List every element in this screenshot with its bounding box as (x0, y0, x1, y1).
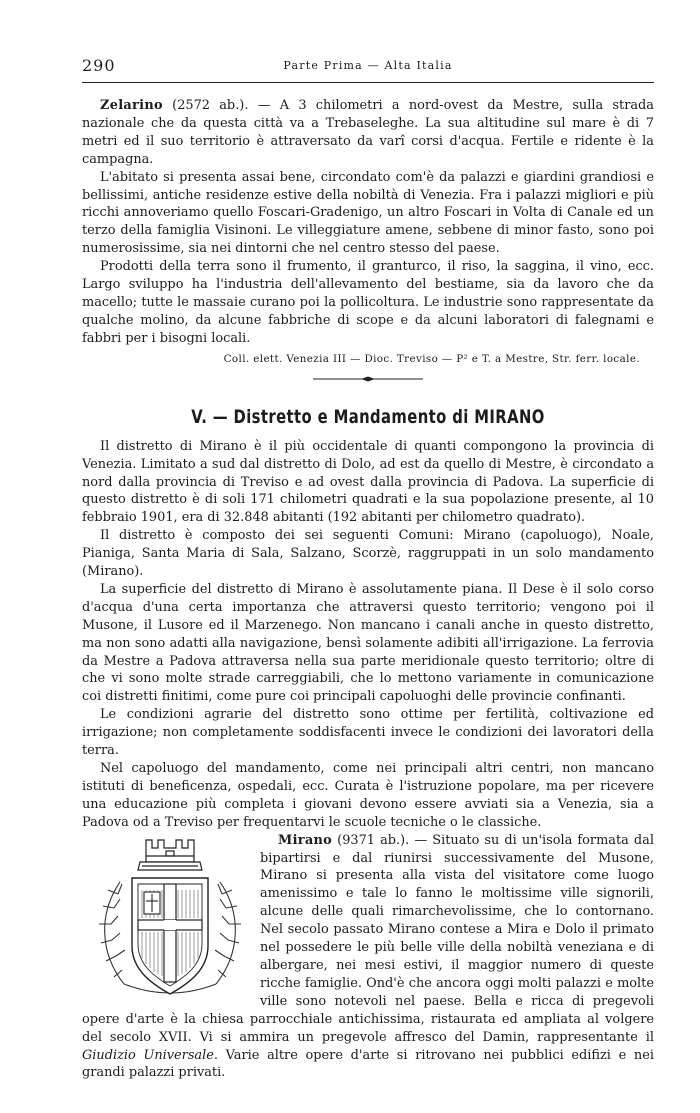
district-paragraph-3: La superficie del distretto di Mirano è assolutamente piana. Il Dese è il solo corso d'acqua d'una certa importanza che attraversi questo territorio; vengono poi il Musone, il Lusore ed il Marzenego. Non mancano i canali anche in questo distretto, ma non sono adatti alla navigazione, bensì solamente adibiti all'irrigazione. La ferrovia da Mestre a Padova attraversa nella sua parte meridionale questo territorio; oltre di che vi sono molte strade carreggiabili, che lo mettono variamente in comunicazione coi distretti finitimi, come pure coi principali capoluoghi delle provincie confinanti. (82, 581, 654, 705)
mirano-coat-of-arms-icon (90, 834, 250, 1004)
mirano-text: (9371 ab.). — Situato su di un'isola formata dal bipartirsi e dal riunirsi successivamente del Musone, Mirano si presenta alla vista del visitatore come luogo amenissimo e tale lo fanno le moltissime ville signorili, alcune delle quali rimarchevolissime, che lo contornano. Nel secolo passato Mirano contese a Mira e Dolo il primato nel possedere le più belle ville della nobiltà veneziana e di albergare, nei mesi estivi, il maggior numero di queste ricche famiglie. Ond'è che ancora oggi molti palazzi e molte ville sono notevoli nel paese. Bella e ricca di pregevoli opere d'arte è la chiesa parrocchiale antichissima, ristaurata ed ampliata al volgere del secolo XVII. Vi si ammira un pregevole affresco del Damin, rappresentante il (82, 832, 654, 1045)
header-rule (82, 82, 654, 83)
zelarino-note: Coll. elett. Venezia III — Dioc. Treviso — P² e T. a Mestre, Str. ferr. locale. (223, 352, 640, 365)
district-paragraph-4: Le condizioni agrarie del distretto sono ottime per fertilità, coltivazione ed irrigazione; non completamente soddisfacenti invece le condizioni dei lavoratori della terra. (82, 707, 654, 759)
running-head (82, 52, 654, 76)
ornamental-rule-icon (313, 376, 423, 382)
page (82, 52, 654, 1082)
page-number: 290 (82, 56, 116, 75)
zelarino-paragraph-3: Prodotti della terra sono il frumento, il granturco, il riso, la saggina, il vino, ecc. Largo sviluppo ha l'industria dell'allevamento del bestiame, sia da lavoro che da macello; tutte le massaie curano poi la pollicoltura. Le industrie sono rappresentate da qualche molino, da alcune fabbriche di scope e da alcuni laboratori di falegnami e fabbri per i bisogni locali. (82, 259, 654, 346)
running-title: Parte Prima — Alta Italia (283, 59, 453, 72)
zelarino-name: Zelarino (100, 98, 163, 113)
zelarino-paragraph-2: L'abitato si presenta assai bene, circondato com'è da palazzi e giardini grandiosi e bellissimi, antiche residenze estive della nobiltà di Venezia. Fra i palazzi migliori e più ricchi annoveriamo quello Foscari-Gradenigo, un altro Foscari in Volta di Canale ed un terzo della famiglia Visinoni. Le villeggiature amene, sebbene di minor fasto, sono poi numerosissime, sia nei dintorni che nel centro stesso del paese. (82, 169, 654, 257)
district-paragraph-2: Il distretto è composto dei sei seguenti Comuni: Mirano (capoluogo), Noale, Pianiga, Santa Maria di Sala, Salzano, Scorzè, raggruppati in un solo mandamento (Mirano). (82, 528, 654, 580)
zelarino-paragraph-1 (82, 97, 654, 169)
mirano-name: Mirano (278, 832, 333, 848)
district-paragraph-5: Nel capoluogo del mandamento, come nei principali altri centri, non mancano istituti di beneficenza, ospedali, ecc. Curata è l'istruzione popolare, ma per ricevere una educazione più completa i giovani devono essere avviati sia a Venezia, sia a Padova od a Treviso per frequentarvi le scuole tecniche o le classiche. (82, 761, 654, 830)
section-title: V. — Distretto e Mandamento di MIRANO (191, 405, 545, 428)
mirano-text-end: . Varie altre opere d'arte si ritrovano nei pubblici edifizi e nei grandi palazzi privati. (82, 1047, 654, 1081)
mirano-artwork-title: Giudizio Universale (82, 1047, 214, 1063)
zelarino-intro-text: (2572 ab.). — A 3 chilometri a nord-ovest da Mestre, sulla strada nazionale che da questa città va a Trebaseleghe. La sua altitudine sul mare è di 7 metri ed il suo territorio è attraversato da varî corsi d'acqua. Fertile e ridente è la campagna. (82, 98, 654, 167)
district-paragraph-1: Il distretto di Mirano è il più occidentale di quanti compongono la provincia di Venezia. Limitato a sud dal distretto di Dolo, ad est da quello di Mestre, è circondato a nord dalla provincia di Treviso e ad ovest dalla provincia di Padova. La superficie di questo distretto è di soli 171 chilometri quadrati e la sua popolazione presente, al 10 febbraio 1901, era di 32.848 abitanti (192 abitanti per chilometro quadrato). (82, 438, 654, 526)
